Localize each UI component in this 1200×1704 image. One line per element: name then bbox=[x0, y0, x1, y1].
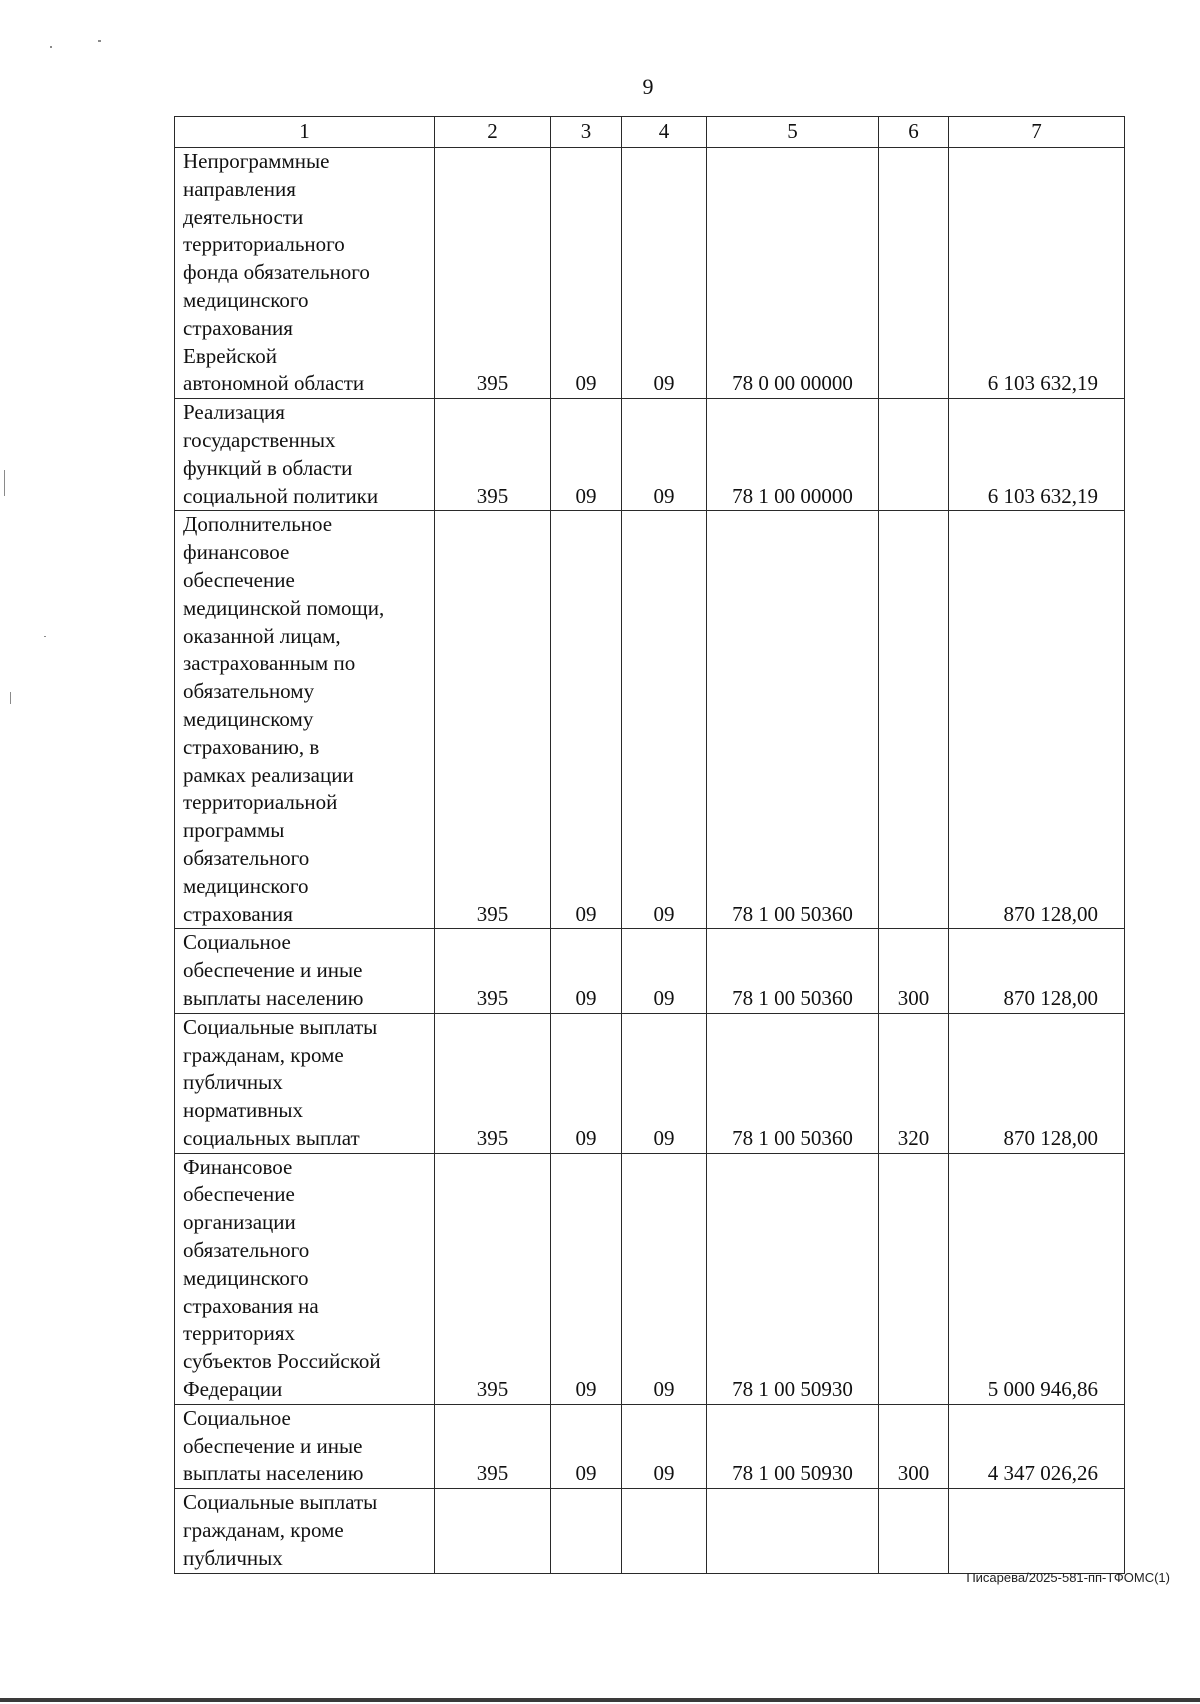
section-code-cell: 09 bbox=[551, 1404, 622, 1488]
expense-type-cell bbox=[879, 399, 949, 511]
target-article-cell: 78 1 00 00000 bbox=[707, 399, 879, 511]
scan-mark bbox=[4, 470, 5, 496]
section-code-cell: 09 bbox=[551, 1153, 622, 1404]
column-number-header: 4 bbox=[622, 117, 707, 148]
admin-code-cell: 395 bbox=[435, 399, 551, 511]
page-number: 9 bbox=[642, 74, 654, 99]
subsection-code-cell: 09 bbox=[622, 1404, 707, 1488]
expense-type-cell bbox=[879, 1153, 949, 1404]
table-row bbox=[175, 1013, 1125, 1153]
subsection-code-cell: 09 bbox=[622, 1153, 707, 1404]
column-number-header: 7 bbox=[949, 117, 1125, 148]
amount-cell bbox=[949, 1489, 1125, 1573]
target-article-cell: 78 0 00 00000 bbox=[707, 148, 879, 399]
item-name-cell: Реализация государственных функций в области социальной политики bbox=[175, 399, 435, 511]
subsection-code-cell: 09 bbox=[622, 929, 707, 1013]
item-name-cell: Социальные выплаты гражданам, кроме публичных нормативных социальных выплат bbox=[175, 1013, 435, 1153]
subsection-code-cell: 09 bbox=[622, 511, 707, 929]
section-code-cell: 09 bbox=[551, 929, 622, 1013]
expense-type-cell bbox=[879, 148, 949, 399]
section-code-cell: 09 bbox=[551, 399, 622, 511]
section-code-cell: 09 bbox=[551, 1013, 622, 1153]
expense-type-cell bbox=[879, 1489, 949, 1573]
item-name-cell: Непрограммные направления деятельности территориального фонда обязательного медицинского страхования Еврейской автономной области bbox=[175, 148, 435, 399]
admin-code-cell bbox=[435, 1489, 551, 1573]
item-name-cell: Социальное обеспечение и иные выплаты населению bbox=[175, 929, 435, 1013]
target-article-cell bbox=[707, 1489, 879, 1573]
amount-cell: 870 128,00 bbox=[949, 511, 1125, 929]
subsection-code-cell: 09 bbox=[622, 399, 707, 511]
column-number-header: 1 bbox=[175, 117, 435, 148]
admin-code-cell: 395 bbox=[435, 1013, 551, 1153]
item-name-cell: Дополнительное финансовое обеспечение медицинской помощи, оказанной лицам, застрахованным по обязательному медицинскому страхованию, в рамках реализации территориальной программы обязательного медицинского страхования bbox=[175, 511, 435, 929]
table-row bbox=[175, 148, 1125, 399]
column-number-header: 6 bbox=[879, 117, 949, 148]
expense-type-cell: 300 bbox=[879, 1404, 949, 1488]
target-article-cell: 78 1 00 50930 bbox=[707, 1153, 879, 1404]
subsection-code-cell: 09 bbox=[622, 1013, 707, 1153]
item-name-cell: Социальное обеспечение и иные выплаты населению bbox=[175, 1404, 435, 1488]
section-code-cell: 09 bbox=[551, 148, 622, 399]
target-article-cell: 78 1 00 50360 bbox=[707, 929, 879, 1013]
target-article-cell: 78 1 00 50360 bbox=[707, 511, 879, 929]
table-row bbox=[175, 1489, 1125, 1573]
section-code-cell bbox=[551, 1489, 622, 1573]
column-number-header: 3 bbox=[551, 117, 622, 148]
admin-code-cell: 395 bbox=[435, 1404, 551, 1488]
column-number-header: 5 bbox=[707, 117, 879, 148]
admin-code-cell: 395 bbox=[435, 1153, 551, 1404]
target-article-cell: 78 1 00 50930 bbox=[707, 1404, 879, 1488]
table-row bbox=[175, 929, 1125, 1013]
subsection-code-cell bbox=[622, 1489, 707, 1573]
table-row bbox=[175, 1404, 1125, 1488]
budget-table bbox=[174, 116, 1125, 1574]
scan-mark bbox=[44, 636, 46, 637]
item-name-cell: Социальные выплаты гражданам, кроме публичных bbox=[175, 1489, 435, 1573]
expense-type-cell bbox=[879, 511, 949, 929]
section-code-cell: 09 bbox=[551, 511, 622, 929]
expense-type-cell: 320 bbox=[879, 1013, 949, 1153]
item-name-cell: Финансовое обеспечение организации обязательного медицинского страхования на территориях субъектов Российской Федерации bbox=[175, 1153, 435, 1404]
table-row bbox=[175, 1153, 1125, 1404]
target-article-cell: 78 1 00 50360 bbox=[707, 1013, 879, 1153]
table-row bbox=[175, 511, 1125, 929]
subsection-code-cell: 09 bbox=[622, 148, 707, 399]
admin-code-cell: 395 bbox=[435, 929, 551, 1013]
admin-code-cell: 395 bbox=[435, 148, 551, 399]
expense-type-cell: 300 bbox=[879, 929, 949, 1013]
column-number-header: 2 bbox=[435, 117, 551, 148]
table-body bbox=[175, 148, 1125, 1574]
amount-cell: 870 128,00 bbox=[949, 929, 1125, 1013]
scan-edge bbox=[0, 1698, 1200, 1702]
scan-mark bbox=[10, 692, 11, 704]
amount-cell: 5 000 946,86 bbox=[949, 1153, 1125, 1404]
amount-cell: 870 128,00 bbox=[949, 1013, 1125, 1153]
document-code: Писарева/2025-581-пп-ТФОМС(1) bbox=[966, 1570, 1170, 1585]
scan-mark bbox=[50, 46, 52, 48]
amount-cell: 4 347 026,26 bbox=[949, 1404, 1125, 1488]
scan-mark bbox=[98, 40, 101, 42]
amount-cell: 6 103 632,19 bbox=[949, 399, 1125, 511]
amount-cell: 6 103 632,19 bbox=[949, 148, 1125, 399]
column-number-row bbox=[175, 117, 1125, 148]
table-row bbox=[175, 399, 1125, 511]
admin-code-cell: 395 bbox=[435, 511, 551, 929]
